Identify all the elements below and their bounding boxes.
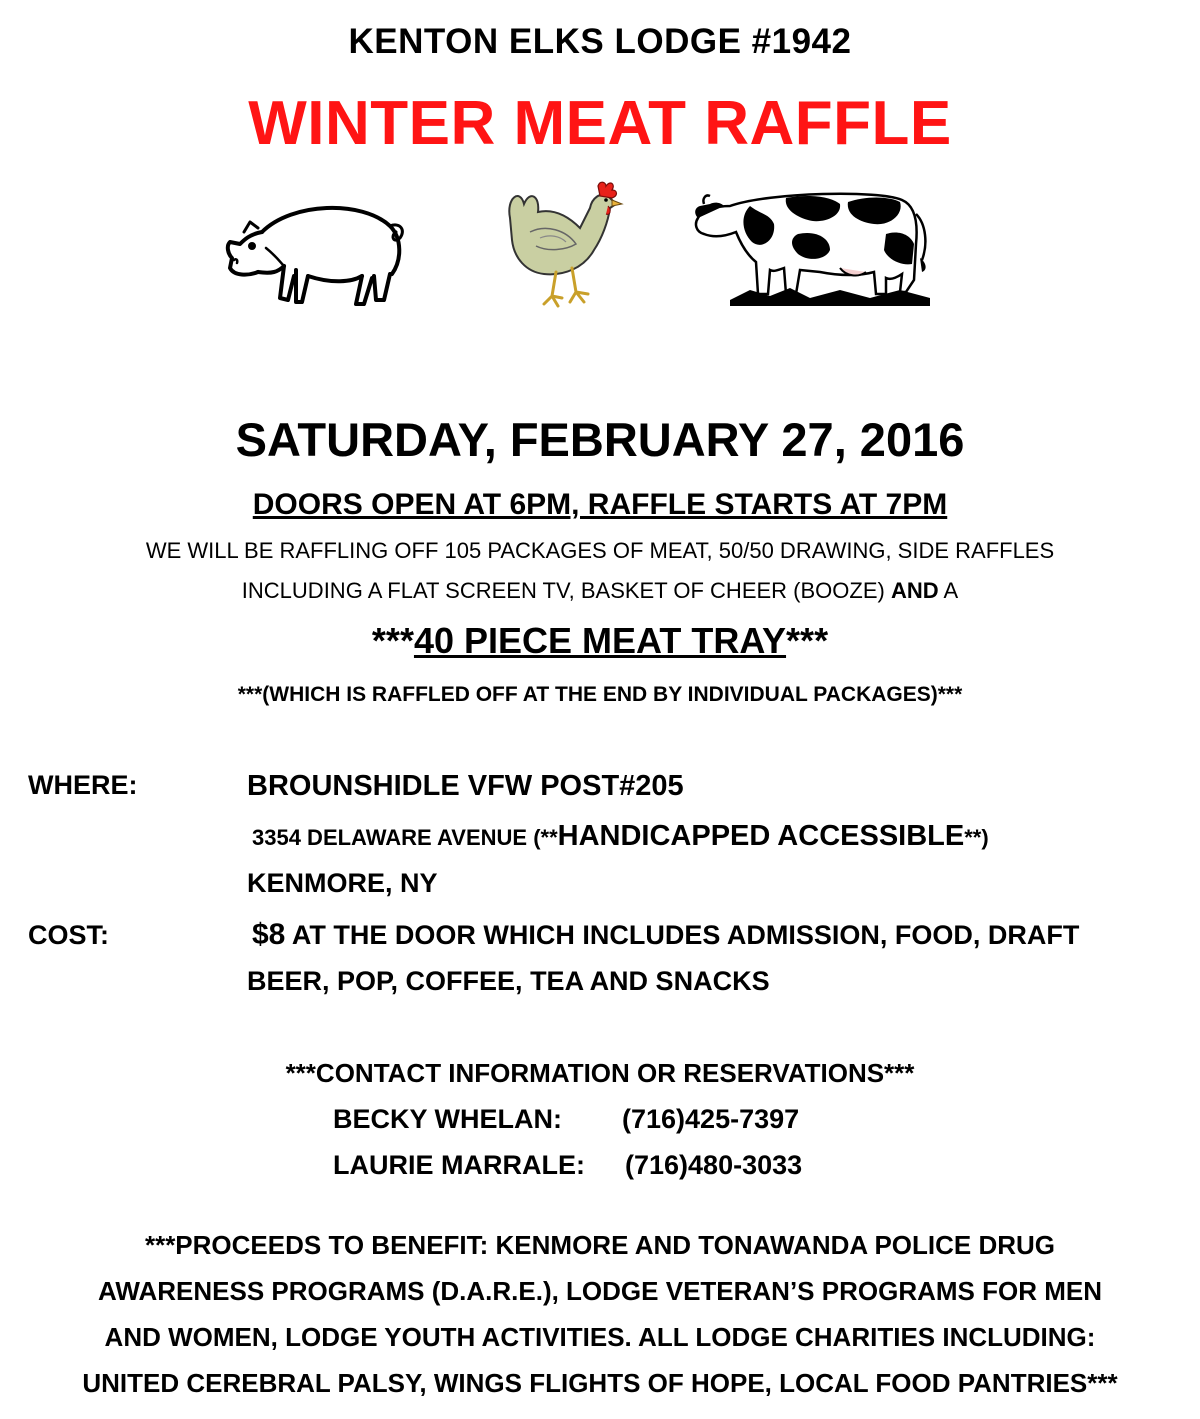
meat-tray-note: ***(WHICH IS RAFFLED OFF AT THE END BY INDIVIDUAL PACKAGES)*** bbox=[237, 683, 963, 706]
cost-price: $8 bbox=[252, 918, 286, 951]
contact-header: ***CONTACT INFORMATION OR RESERVATIONS*** bbox=[285, 1058, 915, 1088]
contact-phone: (716)480-3033 bbox=[625, 1150, 803, 1180]
lodge-title: KENTON ELKS LODGE #1942 bbox=[348, 22, 852, 61]
where-venue: BROUNSHIDLE VFW POST#205 bbox=[247, 770, 684, 802]
event-date: SATURDAY, FEBRUARY 27, 2016 bbox=[235, 413, 965, 466]
proceeds-line: ***PROCEEDS TO BENEFIT: KENMORE AND TONAWANDA POLICE DRUG bbox=[144, 1230, 1056, 1260]
handicapped-accessible: HANDICAPPED ACCESSIBLE bbox=[557, 820, 965, 852]
contact-name: LAURIE MARRALE: bbox=[333, 1150, 585, 1180]
tray-prefix: *** bbox=[371, 620, 414, 661]
contact-phone: (716)425-7397 bbox=[622, 1104, 800, 1134]
tray-suffix: *** bbox=[786, 620, 829, 661]
raffle-description-line2 bbox=[0, 578, 1200, 604]
event-title: WINTER MEAT RAFFLE bbox=[248, 89, 952, 158]
where-address bbox=[252, 820, 989, 853]
tray-main: 40 PIECE MEAT TRAY bbox=[413, 620, 787, 661]
raffle-description-line1: WE WILL BE RAFFLING OFF 105 PACKAGES OF MEAT, 50/50 DRAWING, SIDE RAFFLES bbox=[145, 538, 1055, 563]
cost-line1 bbox=[252, 918, 1079, 952]
address-street: 3354 DELAWARE AVENUE (** bbox=[252, 825, 558, 850]
raffle-line2-end: A bbox=[938, 578, 959, 603]
raffle-line2-text: INCLUDING A FLAT SCREEN TV, BASKET OF CHEER (BOOZE) bbox=[241, 578, 891, 603]
doors-open-line: DOORS OPEN AT 6PM, RAFFLE STARTS AT 7PM bbox=[252, 488, 948, 521]
where-label: WHERE: bbox=[28, 770, 138, 800]
cost-line2: BEER, POP, COFFEE, TEA AND SNACKS bbox=[247, 966, 770, 996]
contact-name: BECKY WHELAN: bbox=[333, 1104, 562, 1134]
proceeds-line: UNITED CEREBRAL PALSY, WINGS FLIGHTS OF HOPE, LOCAL FOOD PANTRIES*** bbox=[82, 1368, 1118, 1398]
cost-line1-rest: AT THE DOOR WHICH INCLUDES ADMISSION, FOOD, DRAFT bbox=[285, 920, 1080, 950]
address-close: **) bbox=[964, 825, 989, 850]
chicken-icon bbox=[500, 178, 630, 318]
cow-icon bbox=[690, 184, 940, 309]
meat-tray-headline bbox=[0, 620, 1200, 662]
pig-icon bbox=[222, 196, 422, 316]
proceeds-line: AND WOMEN, LODGE YOUTH ACTIVITIES. ALL LODGE CHARITIES INCLUDING: bbox=[104, 1322, 1096, 1352]
raffle-line2-and: AND bbox=[890, 578, 939, 603]
where-city: KENMORE, NY bbox=[247, 868, 438, 898]
proceeds-line: AWARENESS PROGRAMS (D.A.R.E.), LODGE VETERAN’S PROGRAMS FOR MEN bbox=[98, 1276, 1102, 1306]
cost-label: COST: bbox=[28, 920, 109, 950]
